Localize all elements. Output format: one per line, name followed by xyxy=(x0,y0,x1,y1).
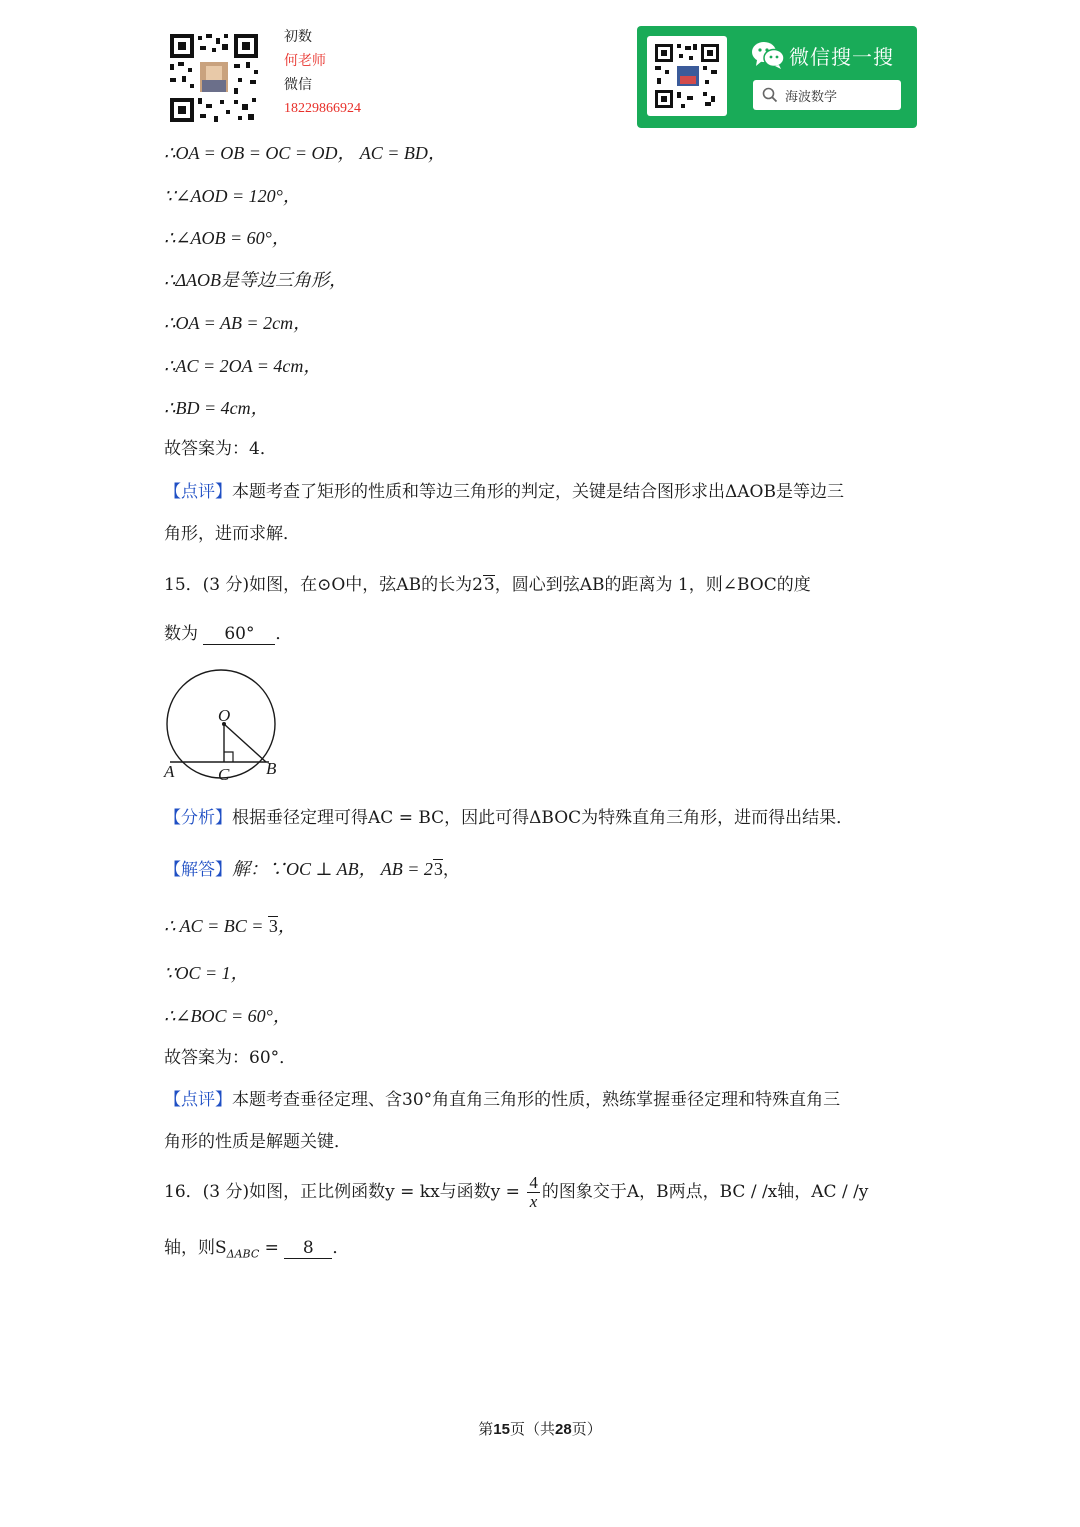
contact-phone: 18229866924 xyxy=(284,101,361,116)
p16-question-line-2 xyxy=(164,1236,349,1266)
p15-solution-line-3: ∵OC = 1， xyxy=(164,963,249,983)
p16-text-d: = xyxy=(259,1238,285,1258)
contact-qr-code xyxy=(168,32,260,124)
s2-text-a: ∴ AC = BC = xyxy=(164,916,268,936)
wechat-search-text: 海波数学 xyxy=(785,90,838,105)
analysis-text: 根据垂径定理可得AC = BC，因此可得ΔBOC为特殊直角三角形，进而得出结果． xyxy=(232,808,854,828)
footer-total-pages: 28 xyxy=(555,1421,572,1438)
right-angle-mark xyxy=(224,752,233,762)
wechat-banner-title: 微信搜一搜 xyxy=(789,45,894,69)
p15-answer-blank: 60° xyxy=(203,624,275,645)
p16-subscript: ΔABC xyxy=(226,1247,260,1261)
p15-solution-line-4: ∴∠BOC = 60°， xyxy=(164,1006,291,1026)
label-b: B xyxy=(266,759,277,778)
sol14-review-2: 角形，进而求解． xyxy=(164,524,300,544)
footer-page-number: 15 xyxy=(493,1421,510,1438)
review-tag: 【点评】 xyxy=(164,482,232,502)
solution-sqrt: 3 xyxy=(433,859,443,879)
frac-numerator: 4 xyxy=(529,1173,538,1192)
p15-review-2: 角形的性质是解题关键． xyxy=(164,1132,351,1152)
label-c: C xyxy=(218,765,230,784)
p15-solution-line-2 xyxy=(164,914,296,938)
review-text: 本题考查垂径定理、含30°角直角三角形的性质，熟练掌握垂径定理和特殊直角三 xyxy=(232,1090,841,1110)
analysis-tag: 【分析】 xyxy=(164,808,232,828)
contact-teacher: 何老师 xyxy=(284,53,326,69)
wechat-search-banner[interactable] xyxy=(637,26,917,128)
page-footer xyxy=(0,1418,1080,1439)
wechat-logo-icon xyxy=(751,40,785,70)
s2-sqrt: 3 xyxy=(268,916,278,936)
solution-text-b: ， xyxy=(442,860,460,880)
p16-question-line-1 xyxy=(164,1172,868,1212)
solution-tag: 【解答】 xyxy=(164,860,232,880)
label-o: O xyxy=(218,706,231,725)
p15-text-a: 15．(3 分)如图，在⊙O中，弦AB的长为2 xyxy=(164,575,483,595)
p15-text-d: ． xyxy=(275,624,293,644)
sol14-line-1: ∴OA = OB = OC = OD， AC = BD， xyxy=(164,143,446,163)
contact-block xyxy=(284,25,361,121)
p16-text-a: 16．(3 分)如图，正比例函数y = kx与函数y = xyxy=(164,1182,526,1202)
frac-denominator: x xyxy=(529,1192,538,1211)
p15-answer: 故答案为：60°． xyxy=(164,1048,297,1068)
sol14-line-2: ∵∠AOD = 120°， xyxy=(164,186,301,206)
contact-line-3: 微信 xyxy=(284,77,312,93)
p15-question-line-1 xyxy=(164,573,811,597)
sol14-line-7: ∴BD = 4cm， xyxy=(164,398,269,418)
p15-question-line-2 xyxy=(164,622,292,646)
sol14-answer: 故答案为：4． xyxy=(164,439,277,459)
segment-ob xyxy=(224,724,266,762)
solution-text-a: 解：∵OC ⊥ AB， AB = 2 xyxy=(232,859,433,879)
p15-text-b: ，圆心到弦AB的距离为 1，则∠BOC的度 xyxy=(494,575,811,595)
footer-middle: 页（共 xyxy=(509,1420,555,1438)
label-a: A xyxy=(164,762,175,781)
footer-prefix: 第 xyxy=(478,1420,494,1438)
sol14-review-1 xyxy=(164,480,844,504)
contact-line-1: 初数 xyxy=(284,29,312,45)
s2-text-b: ， xyxy=(277,916,296,936)
p16-text-e: ． xyxy=(332,1238,350,1258)
review-text: 本题考查了矩形的性质和等边三角形的判定，关键是结合图形求出ΔAOB是等边三 xyxy=(232,482,844,502)
search-icon xyxy=(762,87,778,103)
p15-analysis xyxy=(164,806,853,830)
p16-fraction xyxy=(527,1174,540,1211)
wechat-search-box[interactable] xyxy=(753,80,901,110)
p16-answer-blank: 8 xyxy=(284,1238,332,1259)
footer-suffix: 页） xyxy=(571,1420,602,1438)
sol14-line-4: ∴ΔAOB是等边三角形， xyxy=(164,270,348,290)
wechat-qr-code xyxy=(647,36,727,116)
p15-sqrt: 3 xyxy=(483,575,495,595)
p15-text-c: 数为 xyxy=(164,624,198,644)
p16-text-b: 的图象交于A，B两点，BC / /x轴，AC / /y xyxy=(541,1182,869,1202)
p16-text-c: 轴，则S xyxy=(164,1238,227,1258)
p15-figure xyxy=(160,666,290,786)
review-tag: 【点评】 xyxy=(164,1090,232,1110)
p15-solution-line-1 xyxy=(164,857,460,882)
p15-review-1 xyxy=(164,1088,840,1112)
sol14-line-6: ∴AC = 2OA = 4cm， xyxy=(164,356,322,376)
sol14-line-3: ∴∠AOB = 60°， xyxy=(164,228,290,248)
sol14-line-5: ∴OA = AB = 2cm， xyxy=(164,313,312,333)
